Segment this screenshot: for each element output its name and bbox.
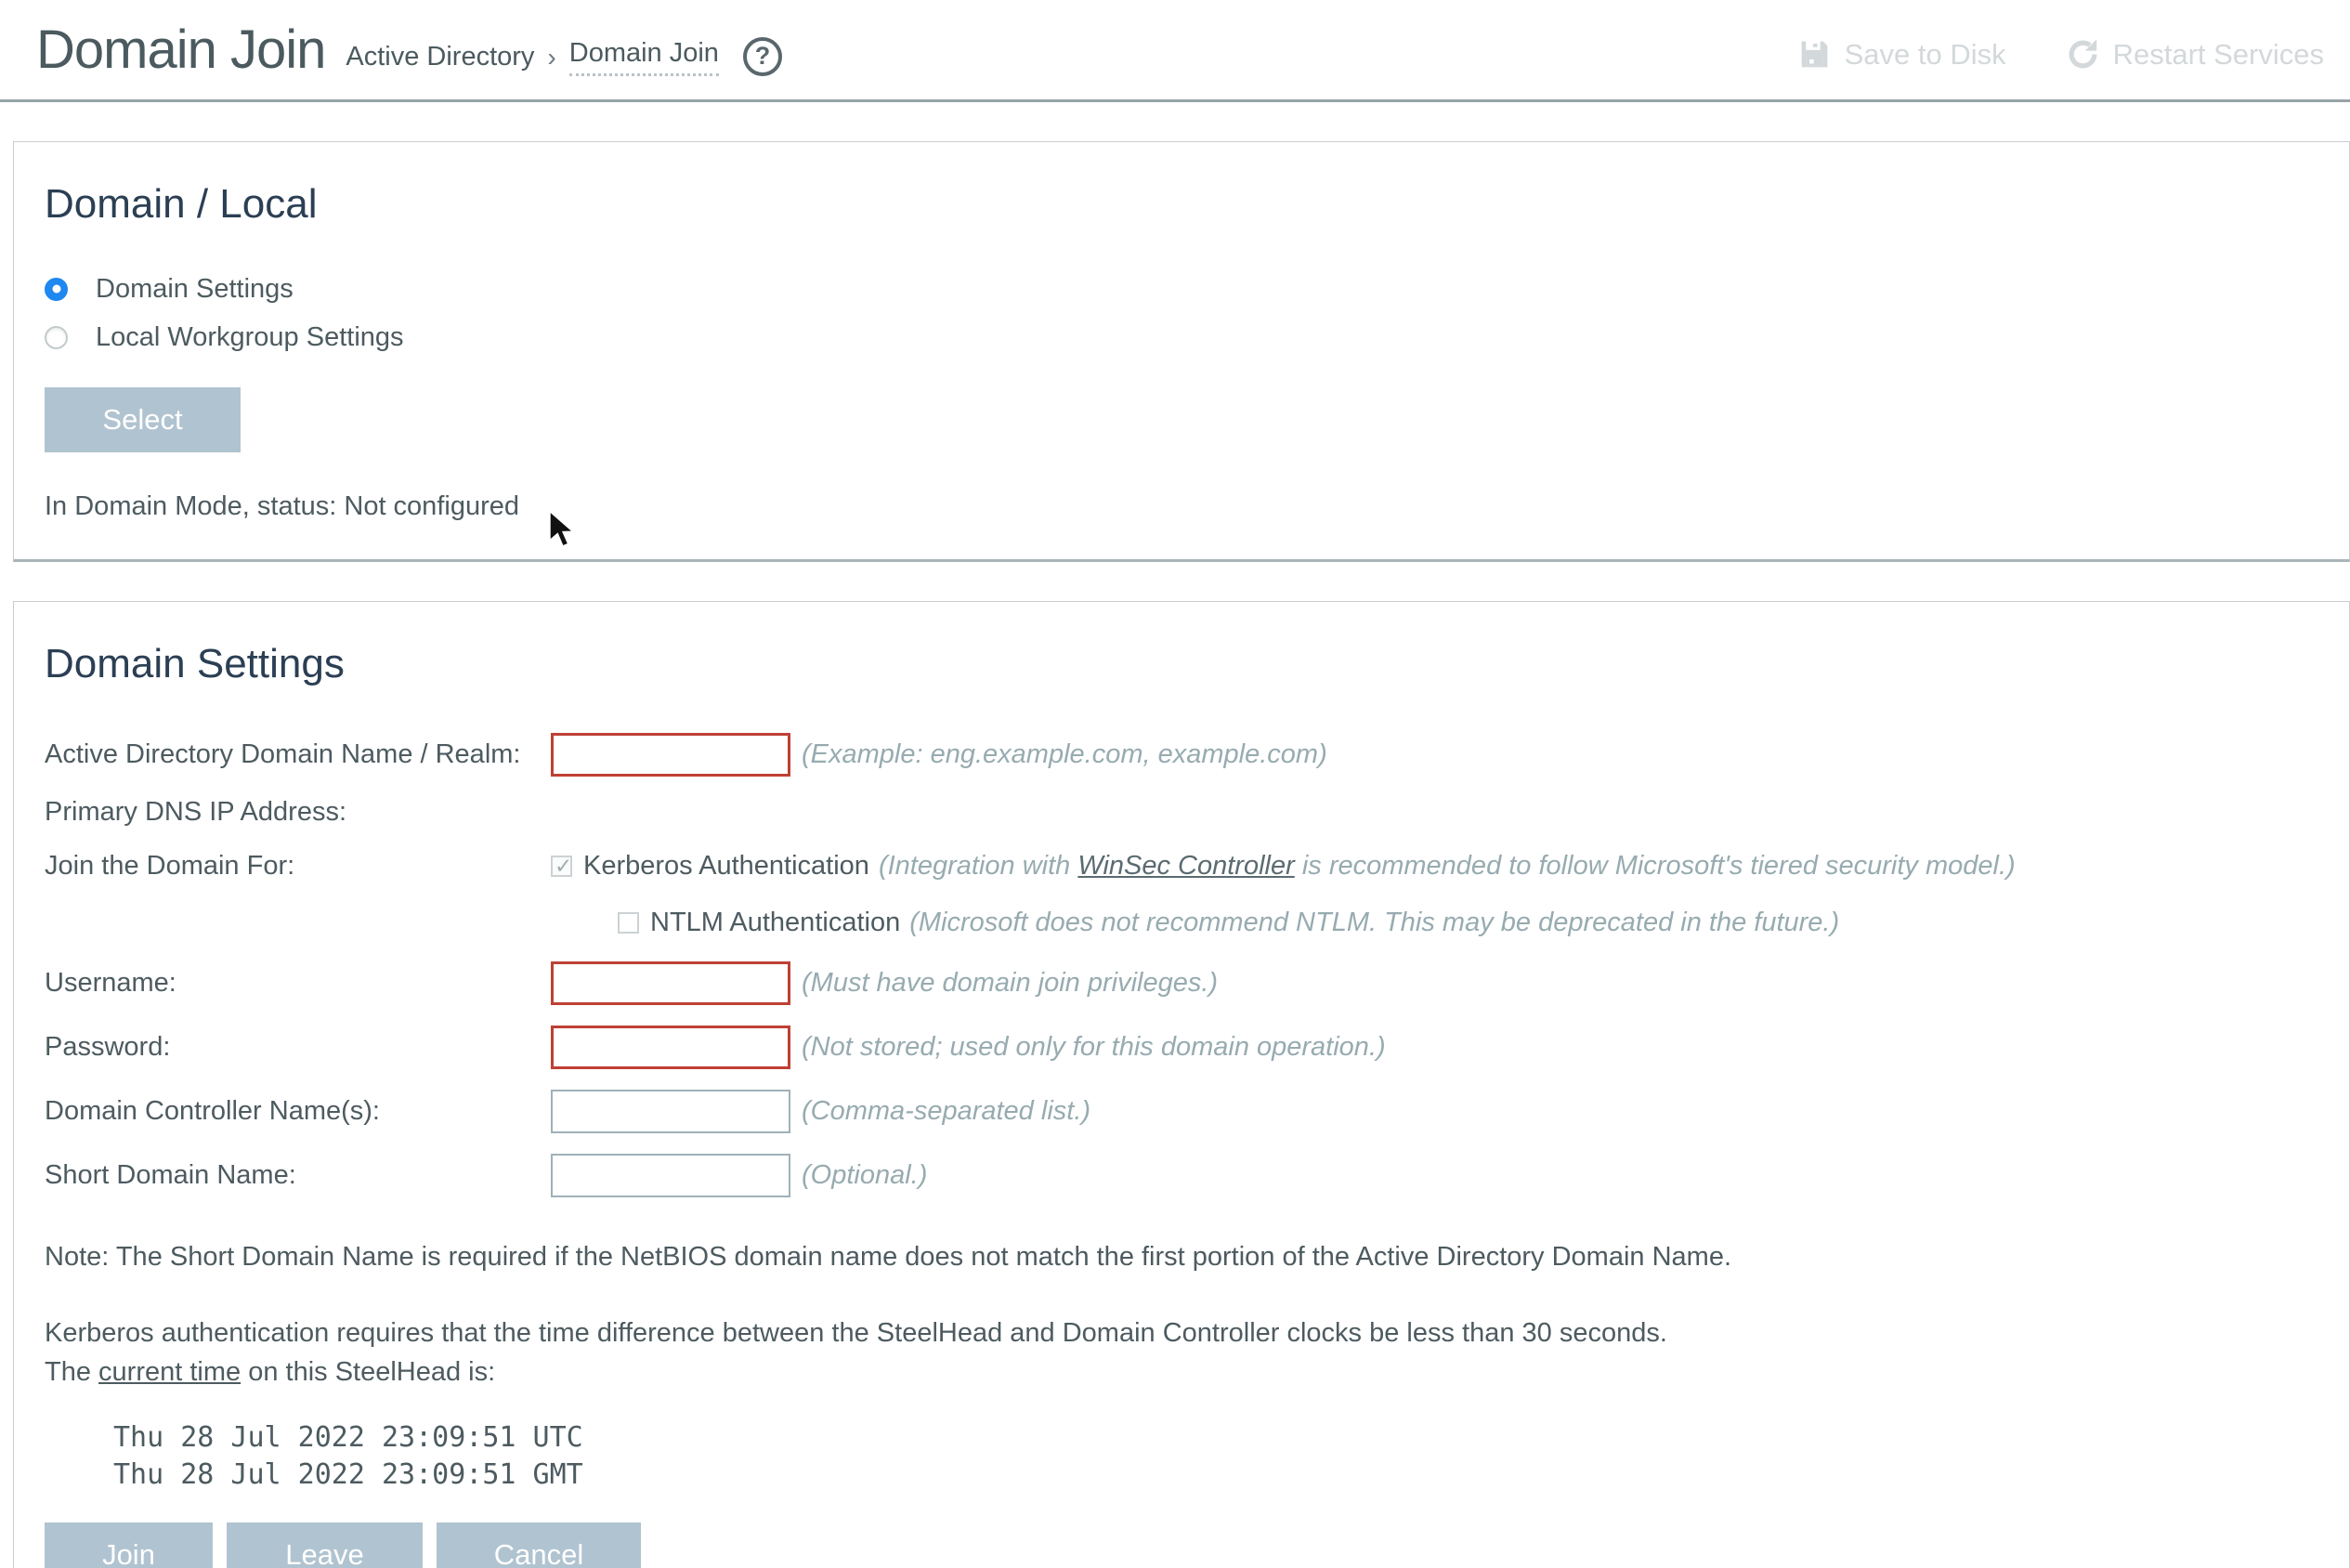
row-primary-dns xyxy=(45,789,2312,835)
time-utc: Thu 28 Jul 2022 23:09:51 UTC xyxy=(113,1421,583,1455)
select-button[interactable]: Select xyxy=(45,387,241,452)
help-icon[interactable]: ? xyxy=(743,37,782,76)
breadcrumb-current[interactable]: Domain Join xyxy=(569,38,719,76)
kerberos-label[interactable]: Kerberos Authentication xyxy=(583,850,869,881)
dc-names-input[interactable] xyxy=(551,1090,790,1133)
dc-names-hint: (Comma-separated list.) xyxy=(802,1095,1091,1126)
join-for-label: Join the Domain For: xyxy=(45,850,295,881)
restart-services-label: Restart Services xyxy=(2112,37,2324,71)
primary-dns-label: Primary DNS IP Address: xyxy=(45,796,347,827)
current-time-link[interactable]: current time xyxy=(98,1357,242,1388)
cancel-button[interactable]: Cancel xyxy=(437,1522,641,1568)
username-label: Username: xyxy=(45,967,176,998)
password-hint: (Not stored; used only for this domain operation.) xyxy=(802,1031,1386,1062)
page-header xyxy=(0,0,2350,102)
row-password xyxy=(45,1017,2312,1077)
username-hint: (Must have domain join privileges.) xyxy=(802,967,1219,998)
short-domain-input[interactable] xyxy=(551,1154,790,1197)
row-ntlm xyxy=(45,896,2312,948)
kerberos-hint: (Integration with WinSec Controller is recommended to follow Microsoft's tiered security model.) xyxy=(878,850,2016,881)
domain-actions xyxy=(45,1522,2312,1568)
row-username xyxy=(45,953,2312,1013)
short-domain-note: Note: The Short Domain Name is required if the NetBIOS domain name does not match the first portion of the Active Directory Domain Name. xyxy=(45,1242,1732,1272)
domain-mode-status: In Domain Mode, status: Not configured xyxy=(45,491,519,521)
radio-domain-settings-label[interactable]: Domain Settings xyxy=(96,273,294,304)
restart-services-button[interactable] xyxy=(2066,37,2324,72)
dc-names-label: Domain Controller Name(s): xyxy=(45,1095,380,1126)
domain-local-heading: Domain / Local xyxy=(45,181,318,227)
ntlm-label[interactable]: NTLM Authentication xyxy=(650,907,901,937)
username-input[interactable] xyxy=(551,961,790,1005)
save-to-disk-label: Save to Disk xyxy=(1844,37,2006,71)
domain-settings-panel xyxy=(13,601,2350,1568)
password-input[interactable] xyxy=(551,1026,790,1069)
time-gmt: Thu 28 Jul 2022 23:09:51 GMT xyxy=(113,1457,583,1491)
page-title: Domain Join xyxy=(36,20,326,80)
breadcrumb-separator: › xyxy=(547,42,556,72)
row-dc-names xyxy=(45,1081,2312,1141)
steelhead-time xyxy=(113,1419,2312,1493)
radio-local-workgroup-control[interactable] xyxy=(45,326,68,349)
winsec-controller-link[interactable]: WinSec Controller xyxy=(1077,850,1295,881)
realm-label: Active Directory Domain Name / Realm: xyxy=(45,738,521,769)
kerberos-checkbox[interactable] xyxy=(551,856,572,877)
radio-domain-settings[interactable] xyxy=(45,265,2312,313)
domain-local-panel xyxy=(13,141,2350,562)
row-realm xyxy=(45,725,2312,784)
password-label: Password: xyxy=(45,1031,171,1062)
header-toolbar xyxy=(1797,37,2324,72)
short-domain-label: Short Domain Name: xyxy=(45,1159,296,1190)
short-domain-hint: (Optional.) xyxy=(802,1159,928,1190)
radio-domain-settings-control[interactable] xyxy=(45,278,68,301)
radio-local-workgroup-label[interactable]: Local Workgroup Settings xyxy=(96,321,404,352)
ntlm-hint: (Microsoft does not recommend NTLM. This may be deprecated in the future.) xyxy=(909,907,1840,937)
row-short-domain xyxy=(45,1145,2312,1205)
join-button[interactable]: Join xyxy=(45,1522,213,1568)
realm-input[interactable] xyxy=(551,733,790,777)
save-to-disk-button[interactable] xyxy=(1797,37,2006,72)
domain-settings-heading: Domain Settings xyxy=(45,641,345,686)
kerberos-time-note: Kerberos authentication requires that the time difference between the SteelHead and Domain Controller clocks be less than 30 seconds. The current time on this SteelHead is: xyxy=(45,1318,1667,1388)
restart-services-icon xyxy=(2066,37,2100,72)
breadcrumb xyxy=(346,38,719,76)
breadcrumb-section[interactable]: Active Directory xyxy=(346,42,535,72)
radio-local-workgroup[interactable] xyxy=(45,313,2312,361)
row-kerberos xyxy=(45,840,2312,892)
realm-hint: (Example: eng.example.com, example.com) xyxy=(802,738,1327,769)
leave-button[interactable]: Leave xyxy=(227,1522,423,1568)
ntlm-checkbox[interactable] xyxy=(618,912,639,934)
save-to-disk-icon xyxy=(1797,37,1832,72)
